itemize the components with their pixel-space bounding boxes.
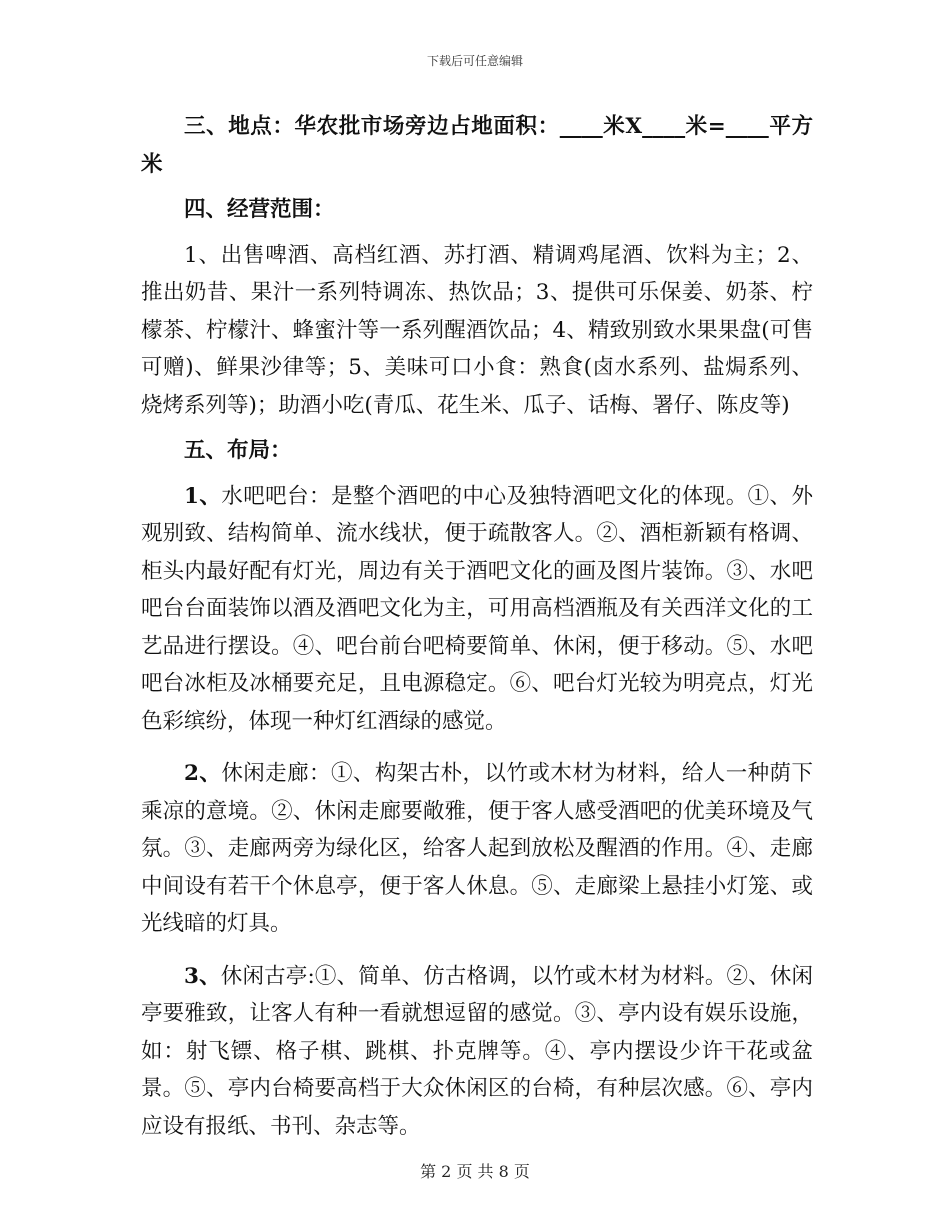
layout-item-number: 3、 xyxy=(184,963,221,989)
section-layout-heading: 五、布局： xyxy=(184,438,292,463)
section-business-scope-heading: 四、经营范围： xyxy=(184,197,335,222)
page-number: 第 2 页 共 8 页 xyxy=(420,1162,530,1181)
section-business-scope-body: 1、出售啤酒、高档红酒、苏打酒、精调鸡尾酒、饮料为主；2、推出奶昔、果汁一系列特调冻、热饮品；3、提供可乐保姜、奶茶、柠檬茶、柠檬汁、蜂蜜汁等一系列醒酒饮品；4、精致别致水果果盘(可售可赠)、鲜果沙律等；5、美味可口小食：熟食(卤水系列、盐焗系列、烧烤系列等)；助酒小吃(青瓜、花生米、瓜子、话梅、署仔、陈皮等) xyxy=(141,242,813,418)
layout-item-number: 2、 xyxy=(184,761,222,786)
layout-item-bar-counter xyxy=(141,478,813,741)
document-body xyxy=(141,108,813,1145)
layout-item-text: 水吧吧台：是整个酒吧的中心及独特酒吧文化的体现。①、外观别致、结构简单、流水线状，便于疏散客人。②、酒柜新颖有格调、柜头内最好配有灯光，周边有关于酒吧文化的画及图片装饰。③、水吧吧台台面装饰以酒及酒吧文化为主，可用高档酒瓶及有关西洋文化的工艺品进行摆设。④、吧台前台吧椅要简单、休闲，便于移动。⑤、水吧吧台冰柜及冰桶要充足，且电源稳定。⑥、吧台灯光较为明亮点，灯光色彩缤纷，体现一种灯红酒绿的感觉。 xyxy=(141,483,813,734)
page-header-note: 下载后可任意编辑 xyxy=(426,54,523,68)
section-location: 三、地点：华农批市场旁边占地面积：____米X____米=____平方米 xyxy=(141,114,813,177)
layout-item-text: 休闲走廊：①、构架古朴，以竹或木材为材料，给人一种荫下乘凉的意境。②、休闲走廊要敞雅，便于客人感受酒吧的优美环境及气氛。③、走廊两旁为绿化区，给客人起到放松及醒酒的作用。④、走廊中间设有若干个休息亭，便于客人休息。⑤、走廊梁上悬挂小灯笼、或光线暗的灯具。 xyxy=(141,761,813,936)
layout-item-text: 休闲古亭:①、简单、仿古格调，以竹或木材为材料。②、休闲亭要雅致，让客人有种一看就想逗留的感觉。③、亭内设有娱乐设施，如：射飞镖、格子棋、跳棋、扑克牌等。④、亭内摆设少许干花或盆景。⑤、亭内台椅要高档于大众休闲区的台椅，有种层次感。⑥、亭内应设有报纸、书刊、杂志等。 xyxy=(141,963,813,1139)
layout-item-corridor xyxy=(141,755,813,943)
layout-item-number: 1、 xyxy=(184,483,222,509)
layout-item-pavilion xyxy=(141,958,813,1146)
